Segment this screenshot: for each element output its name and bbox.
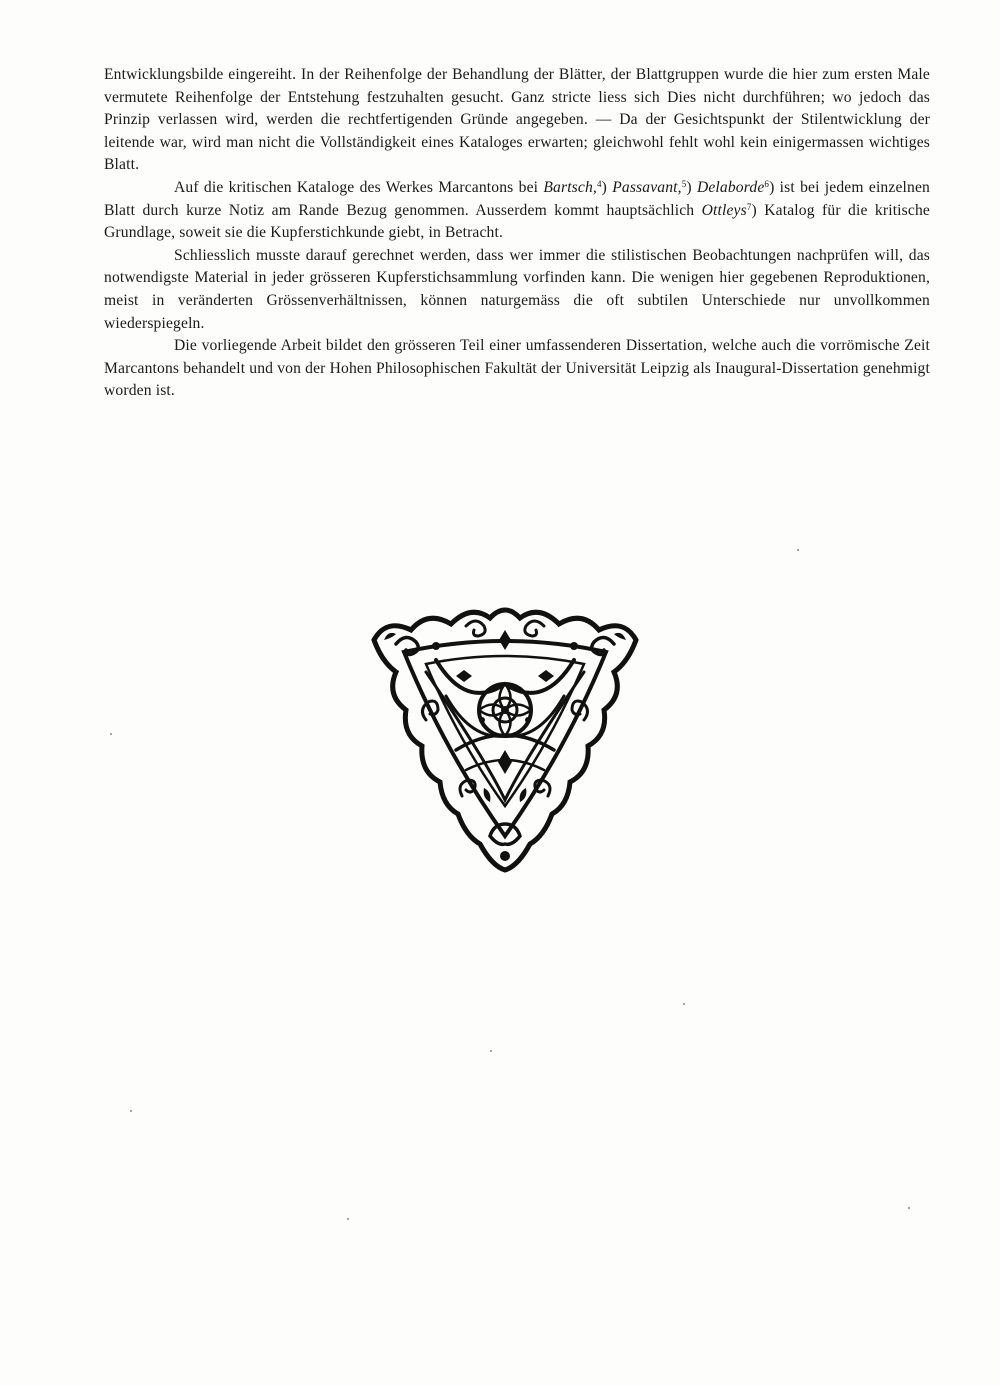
paragraph-2 xyxy=(104,177,930,245)
paper-speck xyxy=(347,1218,349,1220)
text-run: Die vorliegende Arbeit bildet den grösseren Teil einer umfassenderen Dissertation, welche auch die vorrömische Zeit Marcantons behandelt und von der Hohen Philosophischen Fakultät der Universität Leipzig als Inaugural-Dissertation genehmigt worden ist. xyxy=(104,337,930,400)
italic-name: Ottleys xyxy=(701,201,747,219)
paper-speck xyxy=(130,1110,132,1112)
paper-speck xyxy=(490,1050,492,1052)
paper-speck xyxy=(110,733,112,735)
paper-speck xyxy=(797,549,799,551)
paragraph-4 xyxy=(104,335,930,403)
arabesque-ornament-icon xyxy=(366,600,644,874)
paper-speck xyxy=(683,1003,685,1005)
footnote-ref: 7 xyxy=(746,201,752,212)
italic-name: Bartsch, xyxy=(543,178,597,196)
text-run: ) xyxy=(686,178,697,196)
text-run: ) Katalog für die kritische Grundlage, soweit sie die Kupferstichkunde giebt, in Betracht. xyxy=(104,201,930,242)
text-run: ) ist bei jedem einzelnen Blatt durch kurze Notiz am Rande Bezug genommen. Ausserdem kommt hauptsächlich xyxy=(104,178,930,219)
footnote-ref: 5 xyxy=(681,178,687,189)
paragraph-3 xyxy=(104,245,930,335)
footnote-ref: 6 xyxy=(764,178,770,189)
text-run: Auf die kritischen Kataloge des Werkes Marcantons bei xyxy=(174,178,544,196)
text-run: Schliesslich musste darauf gerechnet werden, dass wer immer die stilistischen Beobachtungen nachprüfen will, das notwendigste Material in jeder grösseren Kupferstichsammlung vorfinden kann. Die wenigen hier gegebenen Reproduktionen, meist in veränderten Grössenverhältnissen, können naturgemäss die oft subtilen Unterschiede nur unvollkommen wiederspiegeln. xyxy=(104,246,930,332)
body-text xyxy=(104,64,930,403)
paper-speck xyxy=(908,1207,910,1209)
paragraph-1 xyxy=(104,64,930,177)
text-run: ) xyxy=(601,178,613,196)
text-run: Entwicklungsbilde eingereiht. In der Reihenfolge der Behandlung der Blätter, der Blattgruppen wurde die hier zum ersten Male vermutete Reihenfolge der Entstehung festzuhalten gesucht. Ganz stricte liess sich Dies nicht durchführen; wo jedoch das Prinzip verlassen wird, werden die rechtfertigenden Gründe angegeben. — Da der Gesichtspunkt der Stilentwicklung der leitende war, wird man nicht die Vollständigkeit eines Kataloges erwarten; gleichwohl fehlt wohl kein einigermassen wichtiges Blatt. xyxy=(104,66,930,174)
italic-name: Delaborde xyxy=(696,178,765,196)
footnote-ref: 4 xyxy=(596,178,602,189)
italic-name: Passavant, xyxy=(612,178,682,196)
